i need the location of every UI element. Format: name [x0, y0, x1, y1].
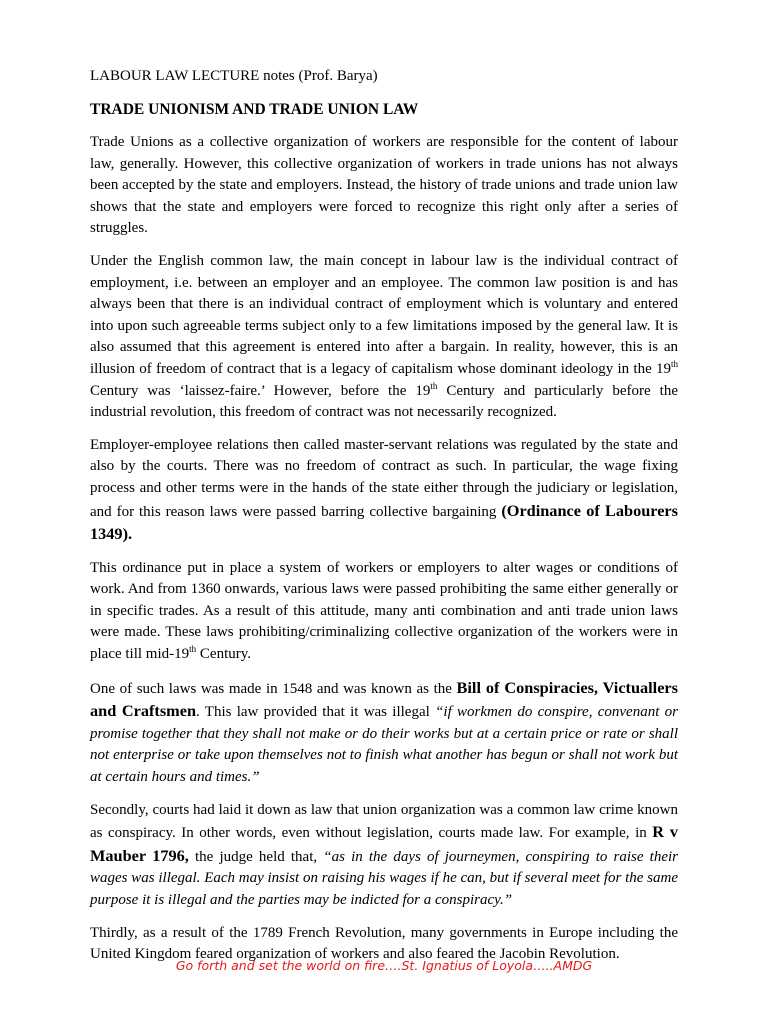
superscript-th: th	[430, 380, 438, 391]
paragraph-6-text-a: Secondly, courts had laid it down as law that union organization was a common law crime known as conspiracy. In other words, even without legislation, courts made law. For example, in	[90, 801, 678, 842]
paragraph-4-text-b: Century.	[196, 646, 252, 663]
paragraph-5-text-a: One of such laws was made in 1548 and was known as the	[90, 680, 457, 697]
superscript-th: th	[670, 358, 678, 369]
paragraph-2-text-b: Century was ‘laissez-faire.’ However, before the 19	[90, 382, 431, 399]
bill-of-conspiracies-citation: Bill of Conspiracies, Victuallers and Craftsmen	[90, 677, 678, 721]
paragraph-6	[90, 800, 678, 912]
paragraph-3	[90, 435, 678, 547]
paragraph-6-quote: “as in the days of journeymen, conspiring to raise their wages was illegal. Each may insist on raising his wages if he can, but if several meet for the same purpose it is illegal and the parties may be indicted for a conspiracy.”	[90, 848, 679, 908]
paragraph-2-text-a: Under the English common law, the main concept in labour law is the individual contract of employment, i.e. between an employer and an employee. The common law position is and has always been that there is an individual contract of employment which is voluntary and entered into upon such agreeable terms subject only to a few limitations imposed by the general law. It is also assumed that this agreement is entered into after a bargain. In reality, however, this is an illusion of freedom of contract that is a legacy of capitalism whose dominant ideology in the 19	[90, 252, 678, 377]
paragraph-4-text-a: This ordinance put in place a system of workers or employers to alter wages or conditions of work. And from 1360 onwards, various laws were passed prohibiting the same either generally or in specific trades. As a result of this attitude, many anti combination and anti trade union laws were made. These laws prohibiting/criminalizing collective organization of the workers were in place till mid-19	[90, 559, 678, 663]
paragraph-4	[90, 558, 678, 666]
paragraph-2-text-c: Century and particularly before the industrial revolution, this freedom of contract was not necessarily recognized.	[90, 382, 678, 421]
paragraph-7: Thirdly, as a result of the 1789 French Revolution, many governments in Europe including the United Kingdom feared organization of workers and also feared the Jacobin Revolution.	[90, 924, 678, 963]
paragraph-5-text-b: . This law provided that it was illegal	[196, 704, 436, 721]
superscript-th: th	[189, 644, 197, 655]
document-header: LABOUR LAW LECTURE notes (Prof. Barya)	[90, 68, 378, 84]
ordinance-citation: (Ordinance of Labourers 1349).	[90, 500, 678, 544]
paragraph-5-quote: “if workmen do conspire, convenant or promise together that they shall not make or do their works but at a certain price or rate or shall not enterprise or take upon themselves not to finish what another has begun or shall not work but at certain hours and times.”	[90, 704, 679, 786]
paragraph-6-text-b: the judge held that,	[188, 848, 324, 865]
paragraph-2	[90, 251, 678, 424]
paragraph-1: Trade Unions as a collective organization of workers are responsible for the content of labour law, generally. However, this collective organization of workers in trade unions has not always been accepted by the state and employers. Instead, the history of trade unions and trade union law shows that the state and employers were forced to recognize this right only after a series of struggles.	[90, 134, 678, 237]
document-title: TRADE UNIONISM AND TRADE UNION LAW	[90, 101, 419, 118]
case-citation: R v Mauber 1796,	[90, 822, 679, 865]
paragraph-5	[90, 677, 678, 789]
paragraph-3-text: Employer-employee relations then called master-servant relations was regulated by the state and also by the courts. There was no freedom of contract as such. In particular, the wage fixing process and other terms were in the hands of the state either through the judiciary or legislation, and for this reason laws were passed barring collective bargaining	[90, 436, 678, 520]
page-footer: Go forth and set the world on fire….St. Ignatius of Loyola…..AMDG	[175, 958, 593, 973]
